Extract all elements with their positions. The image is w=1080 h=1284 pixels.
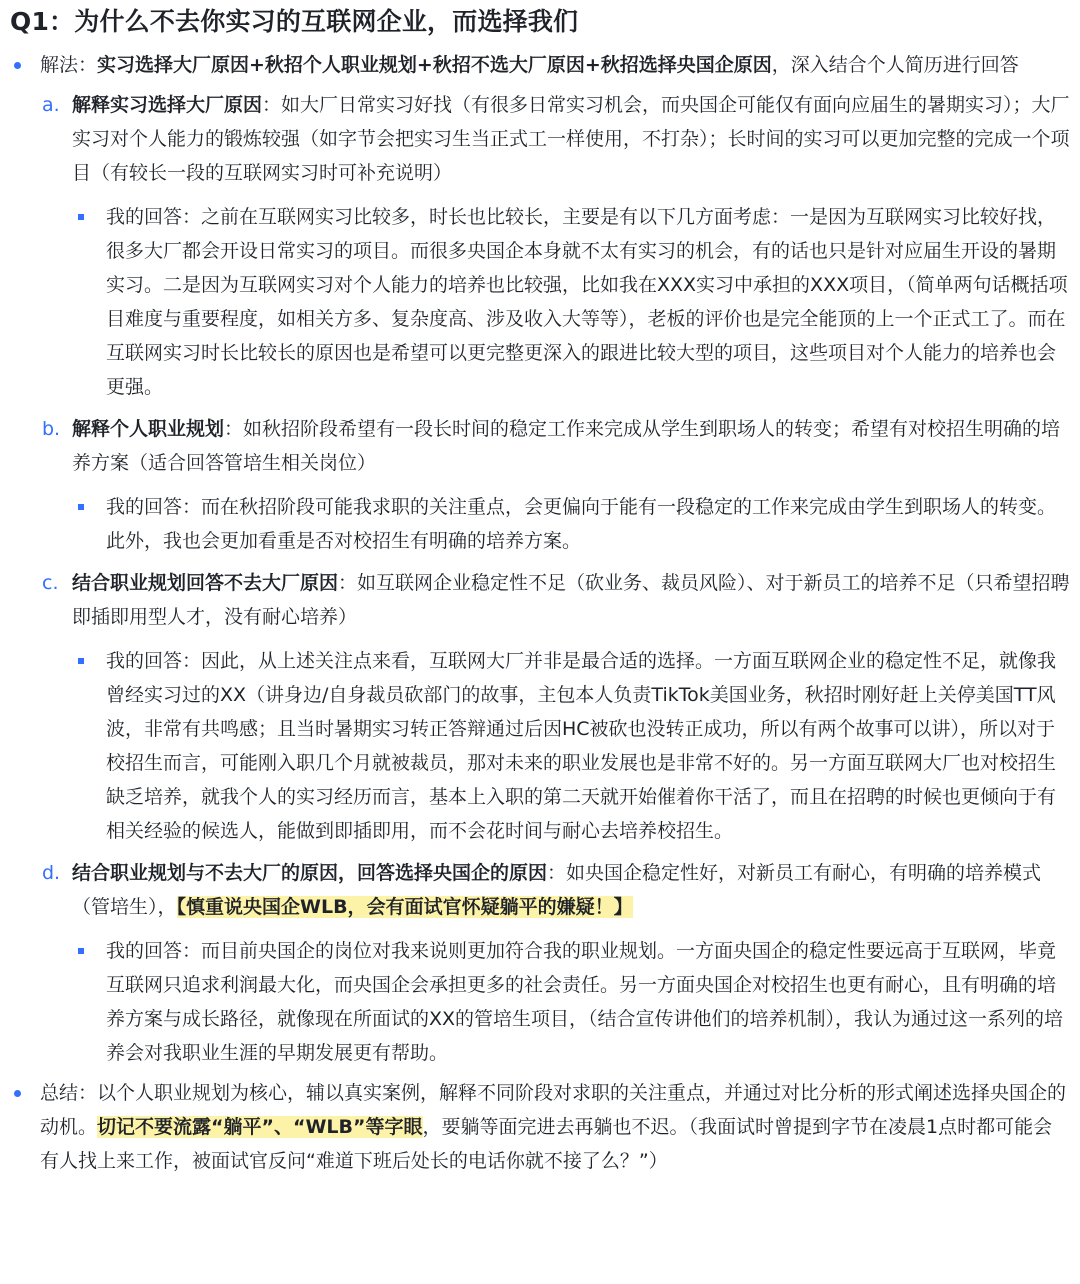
item-text: ：如秋招阶段希望有一段长时间的稳定工作来完成从学生到职场人的转变；希望有对校招生明确的培养方案（适合回答管培生相关岗位） <box>72 418 1061 474</box>
answer-text: 我的回答：而目前央国企的岗位对我来说则更加符合我的职业规划。一方面央国企的稳定性要远高于互联网，毕竟互联网只追求利润最大化，而央国企会承担更多的社会责任。另一方面央国企对校招生也更有耐心，且有明确的培养方案与成长路径，就像现在所面试的XX的管培生项目，（结合宣传讲他们的培养机制），我认为通过这一系列的培养会对我职业生涯的早期发展更有帮助。 <box>106 940 1064 1064</box>
warning-highlight: 【慎重说央国企WLB，会有面试官怀疑躺平的嫌疑！】 <box>176 896 633 918</box>
method-rest: ，深入结合个人简历进行回答 <box>771 54 1019 76</box>
answer-a <box>10 200 1070 404</box>
list-item-d <box>10 856 1070 924</box>
method-bold: 实习选择大厂原因+秋招个人职业规划+秋招不选大厂原因+秋招选择央国企原因 <box>97 54 772 76</box>
item-text: ：如互联网企业稳定性不足（砍业务、裁员风险）、对于新员工的培养不足（只希望招聘即插即用型人才，没有耐心培养） <box>72 572 1070 628</box>
summary-pre: 总结：以个人职业规划为核心，辅以真实案例，解释不同阶段对求职的关注重点，并通过对比分析的形式阐述选择央国企的动机。 <box>40 1082 1067 1138</box>
bullet-square-icon <box>78 214 84 220</box>
summary-post: ，要躺等面完进去再躺也不迟。（我面试时曾提到字节在凌晨1点时都可能会有人找上来工作，被面试官反问“难道下班后处长的电话你就不接了么？”） <box>40 1116 1053 1172</box>
answer-text: 我的回答：因此，从上述关注点来看，互联网大厂并非是最合适的选择。一方面互联网企业的稳定性不足，就像我曾经实习过的XX（讲身边/自身裁员砍部门的故事，主包本人负责TikTok美国业务，秋招时刚好赶上关停美国TT风波，非常有共鸣感；且当时暑期实习转正答辩通过后因HC被砍也没转正成功，所以有两个故事可以讲），所以对于校招生而言，可能刚入职几个月就被裁员，那对未来的职业发展也是非常不好的。另一方面互联网大厂也对校招生缺乏培养，就我个人的实习经历而言，基本上入职的第二天就开始催着你干活了，而且在招聘的时候也更倾向于有相关经验的候选人，能做到即插即用，而不会花时间与耐心去培养校招生。 <box>106 650 1057 842</box>
answer-b <box>10 490 1070 558</box>
list-item-a <box>10 88 1070 190</box>
answer-text: 我的回答：之前在互联网实习比较多，时长也比较长，主要是有以下几方面考虑：一是因为互联网实习比较好找，很多大厂都会开设日常实习的项目。而很多央国企本身就不太有实习的机会，有的话也只是针对应届生开设的暑期实习。二是因为互联网实习对个人能力的培养也比较强，比如我在XXX实习中承担的XXX项目，（简单两句话概括项目难度与重要程度，如相关方多、复杂度高、涉及收入大等等），老板的评价也是完全能顶的上一个正式工了。而在互联网实习时长比较长的原因也是希望可以更完整更深入的跟进比较大型的项目，这些项目对个人能力的培养也会更强。 <box>106 206 1068 398</box>
bullet-square-icon <box>78 504 84 510</box>
list-item-c <box>10 566 1070 634</box>
list-marker: a. <box>42 94 60 116</box>
bullet-dot-icon <box>14 1090 21 1097</box>
item-heading: 解释实习选择大厂原因 <box>72 94 263 116</box>
bullet-square-icon <box>78 948 84 954</box>
method-prefix: 解法： <box>40 54 98 76</box>
list-marker: c. <box>42 572 59 594</box>
bullet-dot-icon <box>14 62 21 69</box>
list-marker: b. <box>42 418 61 440</box>
method-bullet <box>10 48 1070 82</box>
item-heading: 解释个人职业规划 <box>72 418 225 440</box>
list-marker: d. <box>42 862 61 884</box>
page-title: Q1：为什么不去你实习的互联网企业，而选择我们 <box>10 7 579 36</box>
answer-d <box>10 934 1070 1070</box>
summary-highlight: 切记不要流露“躺平”、“WLB”等字眼 <box>97 1116 423 1138</box>
item-heading: 结合职业规划回答不去大厂原因 <box>72 572 339 594</box>
item-text: ：如央国企稳定性好，对新员工有耐心，有明确的培养模式（管培生）， <box>72 862 1042 918</box>
answer-text: 我的回答：而在秋招阶段可能我求职的关注重点，会更偏向于能有一段稳定的工作来完成由学生到职场人的转变。此外，我也会更加看重是否对校招生有明确的培养方案。 <box>106 496 1057 552</box>
list-item-b <box>10 412 1070 480</box>
item-text: ：如大厂日常实习好找（有很多日常实习机会，而央国企可能仅有面向应届生的暑期实习）；大厂实习对个人能力的锻炼较强（如字节会把实习生当正式工一样使用，不打杂）；长时间的实习可以更加完整的完成一个项目（有较长一段的互联网实习时可补充说明） <box>72 94 1070 184</box>
item-heading: 结合职业规划与不去大厂的原因，回答选择央国企的原因 <box>72 862 548 884</box>
answer-c <box>10 644 1070 848</box>
summary-bullet <box>10 1076 1070 1178</box>
bullet-square-icon <box>78 658 84 664</box>
